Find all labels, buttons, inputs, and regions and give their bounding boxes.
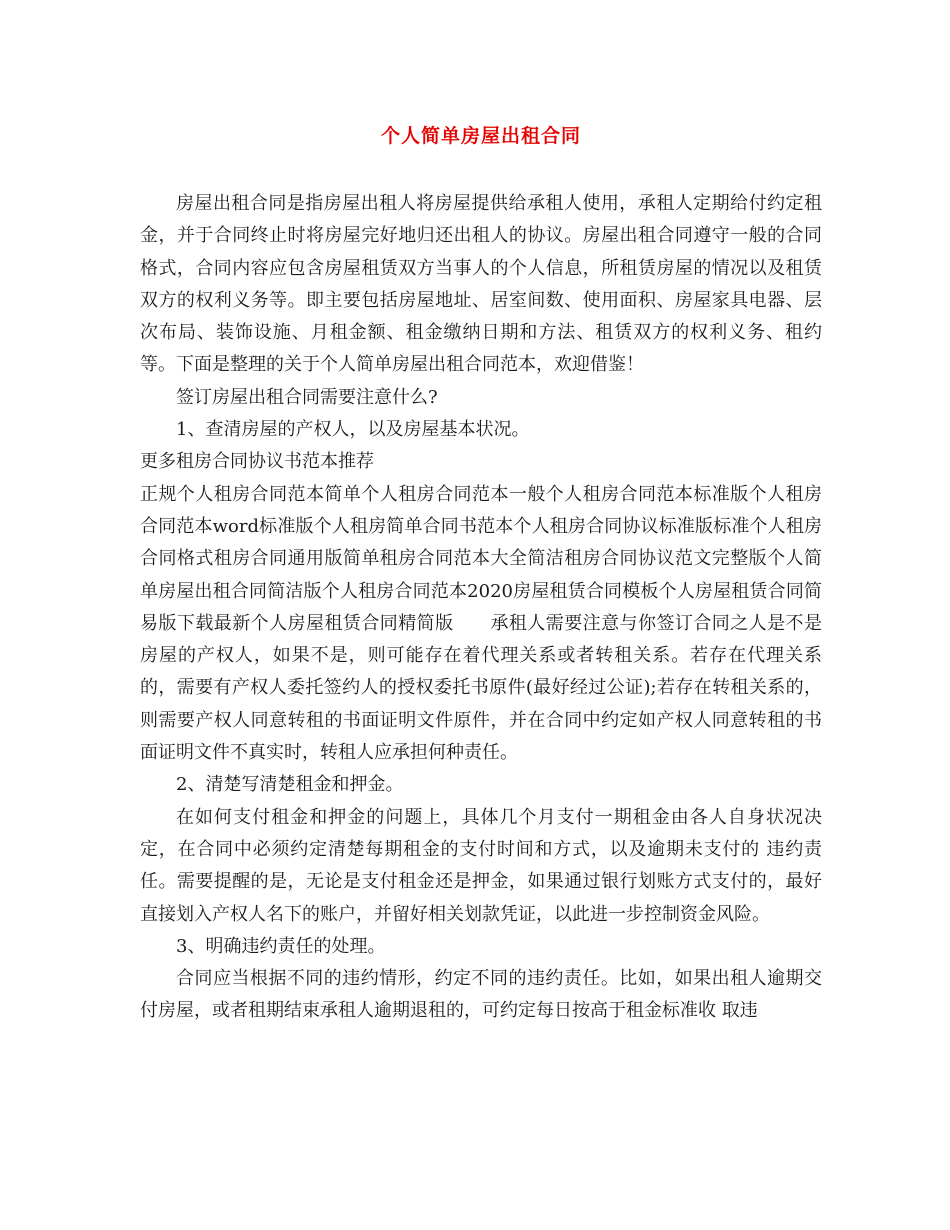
paragraph-more-templates-heading: 更多租房合同协议书范本推荐 — [140, 451, 374, 473]
document-title: 个人简单房屋出租合同 — [380, 125, 581, 147]
paragraph-templates-list: 正规个人租房合同范本简单个人租房合同范本一般个人租房合同范本标准版个人租房合同范本word标准版个人租房简单合同书范本个人租房合同协议标准版标准个人租房合同格式租房合同通用版简单租房合同范本大全简洁租房合同协议范文完整版个人简单房屋出租合同简洁版个人租房合同范本2020房屋租赁合同模板个人房屋租赁合同简易版下载最新个人房屋租赁合同精简版 承租人需要注意与你签订合同之人是不是房屋的产权人，如果不是，则可能存在着代理关系或者转租关系。若存在代理关系的，需要有产权人委托签约人的授权委托书原件(最好经过公证);若存在转租关系的，则需要产权人同意转租的书面证明文件原件，并在合同中约定如产权人同意转租的书面证明文件不真实时，转租人应承担何种责任。 — [140, 483, 822, 764]
paragraph-rent-deposit: 在如何支付租金和押金的问题上，具体几个月支付一期租金由各人自身状况决定，在合同中必须约定清楚每期租金的支付时间和方式，以及逾期未支付的 违约责任。需要提醒的是，无论是支付租金还是押金，如果通过银行划账方式支付的，最好直接划入产权人名下的账户，并留好相关划款凭证，以此进一步控制资金风险。 — [140, 806, 822, 925]
paragraph-point-1: 1、查清房屋的产权人，以及房屋基本状况。 — [176, 419, 530, 441]
document-body — [140, 188, 822, 1028]
paragraph-point-2: 2、清楚写清楚租金和押金。 — [176, 774, 404, 796]
paragraph-intro: 房屋出租合同是指房屋出租人将房屋提供给承租人使用，承租人定期给付约定租金，并于合同终止时将房屋完好地归还出租人的协议。房屋出租合同遵守一般的合同格式，合同内容应包含房屋租赁双方当事人的个人信息，所租赁房屋的情况以及租赁双方的权利义务等。即主要包括房屋地址、居室间数、使用面积、房屋家具电器、层次布局、装饰设施、月租金额、租金缴纳日期和方法、租赁双方的权利义务、租约等。下面是整理的关于个人简单房屋出租合同范本，欢迎借鉴！ — [140, 193, 822, 376]
paragraph-question: 签订房屋出租合同需要注意什么? — [176, 386, 438, 408]
paragraph-liability: 合同应当根据不同的违约情形，约定不同的违约责任。比如，如果出租人逾期交付房屋，或者租期结束承租人逾期退租的，可约定每日按高于租金标准收 取违 — [140, 968, 822, 1022]
paragraph-point-3: 3、明确违约责任的处理。 — [176, 935, 386, 957]
